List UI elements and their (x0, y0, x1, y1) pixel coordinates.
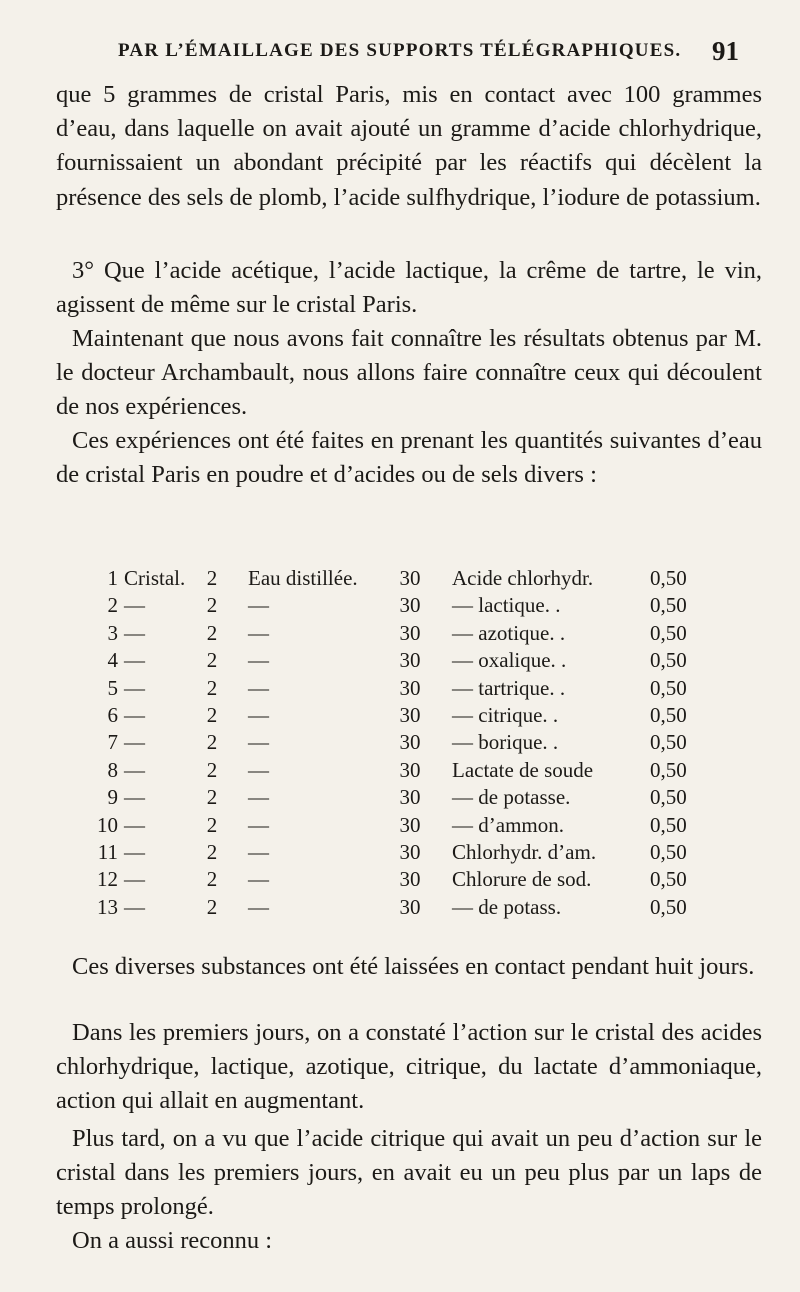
reagent-cell: — de potasse. (452, 785, 571, 810)
liquid-cell: — (248, 785, 269, 810)
row-number: 12 (97, 867, 118, 892)
substance-cell: — (124, 730, 145, 755)
table-row (90, 703, 730, 730)
liquid-cell: — (248, 620, 269, 645)
table-row (90, 785, 730, 812)
substance-cell: — (124, 812, 145, 837)
liquid-quantity-cell: 30 (399, 566, 421, 590)
liquid-quantity-cell: 30 (399, 894, 421, 919)
reagent-cell: Chlorhydr. d’am. (452, 839, 597, 864)
liquid-cell: — (248, 757, 269, 782)
reagent-cell: — oxalique. . (452, 648, 567, 673)
substance-quantity-cell: 2 (206, 702, 218, 727)
liquid-quantity-cell: 30 (399, 702, 421, 727)
paragraph-later: Plus tard, on a vu que l’acide citrique qui avait un peu d’action sur le cristal dans les premiers jours, en avait eu un peu plus par un laps de temps prolongé. (56, 1125, 762, 1221)
paragraph-first-days: Dans les premiers jours, on a constaté l’action sur le cristal des acides chlorhydrique, lactique, azotique, citrique, du lactate d’ammoniaque, action qui allait en augmentant. (56, 1019, 762, 1115)
substance-cell: — (124, 675, 145, 700)
liquid-quantity-cell: 30 (399, 812, 421, 837)
substance-quantity-cell: 2 (206, 839, 218, 864)
row-number: 9 (107, 785, 118, 810)
liquid-quantity-cell: 30 (399, 648, 421, 673)
substance-cell: — (124, 620, 145, 645)
substance-quantity-cell: 2 (206, 648, 218, 673)
table-row (90, 840, 730, 867)
table-row (90, 676, 730, 703)
reagent-quantity-cell: 0,50 (650, 566, 687, 590)
paragraph-recognized: On a aussi reconnu : (72, 1227, 273, 1254)
liquid-cell: — (248, 675, 269, 700)
substance-quantity-cell: 2 (206, 867, 218, 892)
substance-quantity-cell: 2 (206, 620, 218, 645)
liquid-cell: Eau distillée. (248, 566, 358, 590)
reagent-cell: — azotique. . (452, 620, 566, 645)
table-row (90, 895, 730, 922)
page-number: 91 (712, 36, 739, 66)
row-number: 11 (97, 839, 118, 864)
liquid-cell: — (248, 648, 269, 673)
liquid-quantity-cell: 30 (399, 675, 421, 700)
reagent-cell: Chlorure de sod. (452, 867, 592, 892)
reagent-cell: — de potass. (452, 894, 562, 919)
liquid-quantity-cell: 30 (399, 785, 421, 810)
row-number: 3 (107, 620, 118, 645)
experiment-table (90, 566, 730, 922)
paragraph-experiment-intro: Ces expériences ont été faites en prenant les quantités suivantes d’eau de cristal Paris en poudre et d’acides ou de sels divers : (56, 427, 762, 489)
reagent-quantity-cell: 0,50 (650, 675, 687, 700)
liquid-cell: — (248, 894, 269, 919)
substance-cell: — (124, 894, 145, 919)
substance-quantity-cell: 2 (206, 785, 218, 810)
reagent-cell: — d’ammon. (452, 812, 564, 837)
reagent-quantity-cell: 0,50 (650, 648, 687, 673)
paragraph-duration: Ces diverses substances ont été laissées en contact pendant huit jours. (72, 953, 755, 980)
substance-quantity-cell: 2 (206, 812, 218, 837)
row-number: 13 (97, 894, 118, 919)
reagent-quantity-cell: 0,50 (650, 702, 687, 727)
row-number: 7 (107, 730, 118, 755)
liquid-quantity-cell: 30 (399, 867, 421, 892)
substance-cell: — (124, 785, 145, 810)
paragraph-continued: que 5 grammes de cristal Paris, mis en contact avec 100 grammes d’eau, dans laquelle on avait ajouté un gramme d’acide chlorhydrique, fournissaient un abondant précipité par les réactifs qui décèlent la présence des sels de plomb, l’acide sulfhydrique, l’iodure de potassium. (56, 81, 762, 211)
running-header (0, 36, 800, 70)
row-number: 10 (97, 812, 118, 837)
reagent-quantity-cell: 0,50 (650, 730, 687, 755)
substance-quantity-cell: 2 (206, 675, 218, 700)
liquid-quantity-cell: 30 (399, 757, 421, 782)
substance-cell: Cristal. (124, 566, 186, 590)
reagent-cell: — tartrique. . (452, 675, 566, 700)
reagent-quantity-cell: 0,50 (650, 839, 687, 864)
reagent-cell: Acide chlorhydr. (452, 566, 594, 590)
liquid-quantity-cell: 30 (399, 839, 421, 864)
substance-quantity-cell: 2 (206, 730, 218, 755)
row-number: 5 (107, 675, 118, 700)
paragraph-point-3: 3° Que l’acide acétique, l’acide lactique, la crême de tartre, le vin, agissent de même sur le cristal Paris. (56, 257, 762, 319)
running-title: PAR L’ÉMAILLAGE DES SUPPORTS TÉLÉGRAPHIQUES. (118, 40, 682, 61)
reagent-cell: — lactique. . (452, 593, 561, 618)
substance-cell: — (124, 648, 145, 673)
substance-cell: — (124, 593, 145, 618)
reagent-quantity-cell: 0,50 (650, 812, 687, 837)
reagent-cell: — citrique. . (452, 702, 559, 727)
reagent-cell: — borique. . (452, 730, 559, 755)
reagent-cell: Lactate de soude (452, 757, 594, 782)
table-row (90, 593, 730, 620)
liquid-quantity-cell: 30 (399, 620, 421, 645)
substance-cell: — (124, 702, 145, 727)
reagent-quantity-cell: 0,50 (650, 867, 687, 892)
substance-cell: — (124, 757, 145, 782)
reagent-quantity-cell: 0,50 (650, 894, 687, 919)
table-row (90, 621, 730, 648)
table-row (90, 813, 730, 840)
reagent-quantity-cell: 0,50 (650, 620, 687, 645)
table-row (90, 648, 730, 675)
substance-quantity-cell: 2 (206, 894, 218, 919)
row-number: 6 (107, 702, 118, 727)
table-row (90, 758, 730, 785)
liquid-cell: — (248, 593, 269, 618)
liquid-cell: — (248, 812, 269, 837)
liquid-cell: — (248, 730, 269, 755)
table-row (90, 566, 730, 593)
liquid-cell: — (248, 867, 269, 892)
reagent-quantity-cell: 0,50 (650, 593, 687, 618)
substance-cell: — (124, 867, 145, 892)
substance-quantity-cell: 2 (206, 593, 218, 618)
row-number: 4 (107, 648, 118, 673)
substance-quantity-cell: 2 (206, 757, 218, 782)
liquid-cell: — (248, 702, 269, 727)
table-row (90, 730, 730, 757)
row-number: 2 (107, 593, 118, 618)
liquid-cell: — (248, 839, 269, 864)
liquid-quantity-cell: 30 (399, 593, 421, 618)
paragraph-transition: Maintenant que nous avons fait connaître les résultats obtenus par M. le docteur Archambault, nous allons faire connaître ceux qui découlent de nos expériences. (56, 325, 762, 421)
substance-quantity-cell: 2 (206, 566, 218, 590)
table-row (90, 867, 730, 894)
row-number: 1 (107, 566, 118, 590)
reagent-quantity-cell: 0,50 (650, 757, 687, 782)
substance-cell: — (124, 839, 145, 864)
liquid-quantity-cell: 30 (399, 730, 421, 755)
reagent-quantity-cell: 0,50 (650, 785, 687, 810)
row-number: 8 (107, 757, 118, 782)
